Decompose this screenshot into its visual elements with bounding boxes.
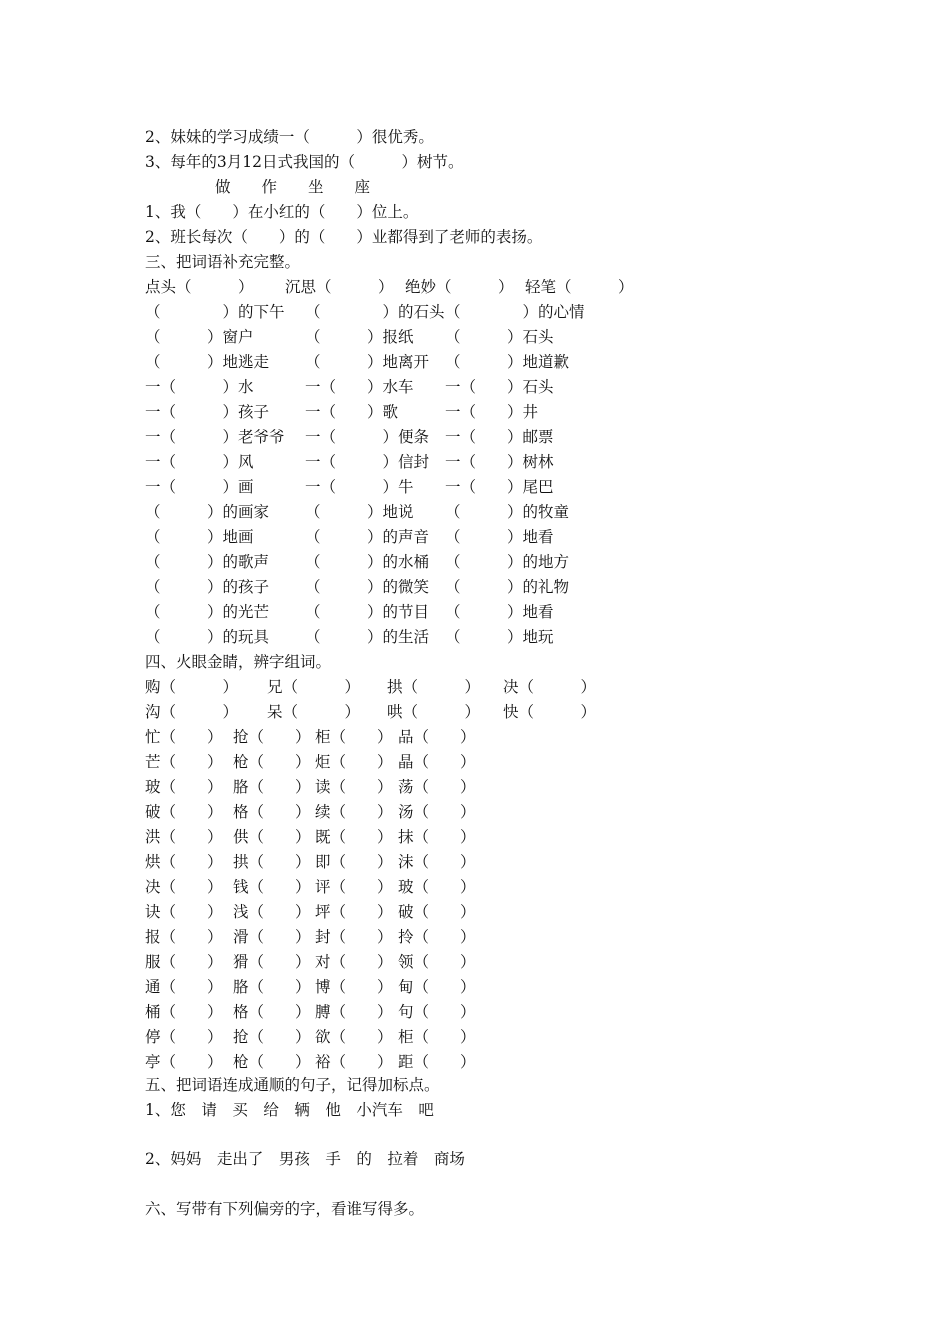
exercise-item: 枪（ ）: [233, 753, 311, 771]
exercise-item: 封（ ）: [315, 928, 393, 946]
exercise-item: （ ）的微笑: [305, 578, 430, 596]
exercise-item: 评（ ）: [315, 878, 393, 896]
exercise-item: 一（ ）树林: [445, 453, 554, 471]
text-line: 3、每年的3月12日式我国的（ ）树节。: [145, 153, 464, 171]
exercise-item: 拎（ ）: [398, 928, 476, 946]
exercise-item: 洪（ ）: [145, 828, 223, 846]
exercise-item: 决（ ）: [503, 678, 597, 696]
exercise-item: 坪（ ）: [315, 903, 393, 921]
exercise-item: 一（ ）牛: [305, 478, 414, 496]
text-line: 1、您 请 买 给 辆 他 小汽车 吧: [145, 1101, 434, 1119]
section-heading: 六、写带有下列偏旁的字，看谁写得多。: [145, 1200, 425, 1218]
exercise-item: 破（ ）: [398, 903, 476, 921]
exercise-item: （ ）的声音: [305, 528, 430, 546]
exercise-item: （ ）的光芒: [145, 603, 270, 621]
exercise-item: （ ）的玩具: [145, 628, 270, 646]
exercise-item: （ ）石头: [445, 328, 554, 346]
exercise-item: 拱（ ）: [233, 853, 311, 871]
text-line: 2、妈妈 走出了 男孩 手 的 拉着 商场: [145, 1150, 465, 1168]
exercise-item: 烘（ ）: [145, 853, 223, 871]
exercise-item: 枪（ ）: [233, 1053, 311, 1071]
exercise-item: 裕（ ）: [315, 1053, 393, 1071]
exercise-item: 对（ ）: [315, 953, 393, 971]
exercise-item: 购（ ）: [145, 678, 239, 696]
exercise-item: 停（ ）: [145, 1028, 223, 1046]
exercise-item: 兄（ ）: [267, 678, 361, 696]
exercise-item: （ ）的心情: [445, 303, 585, 321]
exercise-item: （ ）报纸: [305, 328, 414, 346]
exercise-item: 格（ ）: [233, 1003, 311, 1021]
exercise-item: （ ）的生活: [305, 628, 430, 646]
exercise-item: （ ）地玩: [445, 628, 554, 646]
exercise-item: 格（ ）: [233, 803, 311, 821]
exercise-item: 荡（ ）: [398, 778, 476, 796]
exercise-item: 沫（ ）: [398, 853, 476, 871]
exercise-item: 猾（ ）: [233, 953, 311, 971]
exercise-item: （ ）的孩子: [145, 578, 270, 596]
exercise-item: 甸（ ）: [398, 978, 476, 996]
word-choices: 做 作 坐 座: [215, 178, 371, 196]
exercise-item: 句（ ）: [398, 1003, 476, 1021]
text-line: 2、班长每次（ ）的（ ）业都得到了老师的表扬。: [145, 228, 543, 246]
text-line: 2、妹妹的学习成绩一（ ）很优秀。: [145, 128, 434, 146]
exercise-item: 一（ ）邮票: [445, 428, 554, 446]
exercise-item: 续（ ）: [315, 803, 393, 821]
exercise-item: （ ）地道歉: [445, 353, 570, 371]
exercise-item: 沟（ ）: [145, 703, 239, 721]
exercise-item: 钱（ ）: [233, 878, 311, 896]
exercise-item: 抢（ ）: [233, 1028, 311, 1046]
exercise-item: 柜（ ）: [398, 1028, 476, 1046]
exercise-item: （ ）的地方: [445, 553, 570, 571]
exercise-item: 服（ ）: [145, 953, 223, 971]
exercise-item: 诀（ ）: [145, 903, 223, 921]
exercise-item: 玻（ ）: [145, 778, 223, 796]
exercise-item: 晶（ ）: [398, 753, 476, 771]
section-heading: 五、把词语连成通顺的句子，记得加标点。: [145, 1076, 440, 1094]
exercise-item: 快（ ）: [503, 703, 597, 721]
exercise-item: 领（ ）: [398, 953, 476, 971]
exercise-item: 读（ ）: [315, 778, 393, 796]
exercise-item: 玻（ ）: [398, 878, 476, 896]
exercise-item: 浅（ ）: [233, 903, 311, 921]
exercise-item: （ ）地看: [445, 603, 554, 621]
exercise-item: 柜（ ）: [315, 728, 393, 746]
exercise-item: 决（ ）: [145, 878, 223, 896]
exercise-item: 炬（ ）: [315, 753, 393, 771]
exercise-item: 膊（ ）: [315, 1003, 393, 1021]
exercise-item: 供（ ）: [233, 828, 311, 846]
exercise-item: 桶（ ）: [145, 1003, 223, 1021]
exercise-item: （ ）的歌声: [145, 553, 270, 571]
exercise-item: （ ）窗户: [145, 328, 254, 346]
exercise-item: （ ）的石头: [305, 303, 445, 321]
exercise-item: 博（ ）: [315, 978, 393, 996]
exercise-item: 一（ ）井: [445, 403, 539, 421]
exercise-item: 亭（ ）: [145, 1053, 223, 1071]
exercise-item: 呆（ ）: [267, 703, 361, 721]
exercise-item: 一（ ）风: [145, 453, 254, 471]
exercise-item: 一（ ）歌: [305, 403, 399, 421]
exercise-item: 即（ ）: [315, 853, 393, 871]
exercise-item: 一（ ）水: [145, 378, 254, 396]
exercise-item: 距（ ）: [398, 1053, 476, 1071]
section-heading: 三、把词语补充完整。: [145, 253, 301, 271]
section-heading: 四、火眼金睛，辨字组词。: [145, 653, 332, 671]
text-line: 1、我（ ）在小红的（ ）位上。: [145, 203, 419, 221]
exercise-item: 一（ ）信封: [305, 453, 430, 471]
exercise-item: 一（ ）尾巴: [445, 478, 554, 496]
exercise-item: 一（ ）孩子: [145, 403, 270, 421]
exercise-item: （ ）地逃走: [145, 353, 270, 371]
exercise-item: 沉思（ ）: [285, 278, 394, 296]
exercise-item: 绝妙（ ）: [405, 278, 514, 296]
exercise-item: 抹（ ）: [398, 828, 476, 846]
exercise-item: （ ）地画: [145, 528, 254, 546]
exercise-item: 既（ ）: [315, 828, 393, 846]
exercise-item: 抢（ ）: [233, 728, 311, 746]
exercise-item: （ ）地看: [445, 528, 554, 546]
exercise-item: 一（ ）老爷爷: [145, 428, 285, 446]
exercise-item: 轻笔（ ）: [525, 278, 634, 296]
exercise-item: 滑（ ）: [233, 928, 311, 946]
exercise-item: 忙（ ）: [145, 728, 223, 746]
exercise-item: （ ）的礼物: [445, 578, 570, 596]
exercise-item: 汤（ ）: [398, 803, 476, 821]
exercise-item: 胳（ ）: [233, 778, 311, 796]
exercise-item: （ ）地离开: [305, 353, 430, 371]
exercise-item: 破（ ）: [145, 803, 223, 821]
exercise-item: （ ）的节目: [305, 603, 430, 621]
exercise-item: 一（ ）画: [145, 478, 254, 496]
exercise-item: 拱（ ）: [387, 678, 481, 696]
exercise-item: 点头（ ）: [145, 278, 254, 296]
exercise-item: （ ）的画家: [145, 503, 270, 521]
exercise-item: （ ）的牧童: [445, 503, 570, 521]
exercise-item: 胳（ ）: [233, 978, 311, 996]
exercise-item: 欲（ ）: [315, 1028, 393, 1046]
exercise-item: 一（ ）石头: [445, 378, 554, 396]
exercise-item: 哄（ ）: [387, 703, 481, 721]
exercise-item: 芒（ ）: [145, 753, 223, 771]
exercise-item: 一（ ）便条: [305, 428, 430, 446]
exercise-item: 一（ ）水车: [305, 378, 414, 396]
exercise-item: （ ）地说: [305, 503, 414, 521]
exercise-item: （ ）的水桶: [305, 553, 430, 571]
exercise-item: 通（ ）: [145, 978, 223, 996]
exercise-item: （ ）的下午: [145, 303, 285, 321]
exercise-item: 品（ ）: [398, 728, 476, 746]
exercise-item: 报（ ）: [145, 928, 223, 946]
